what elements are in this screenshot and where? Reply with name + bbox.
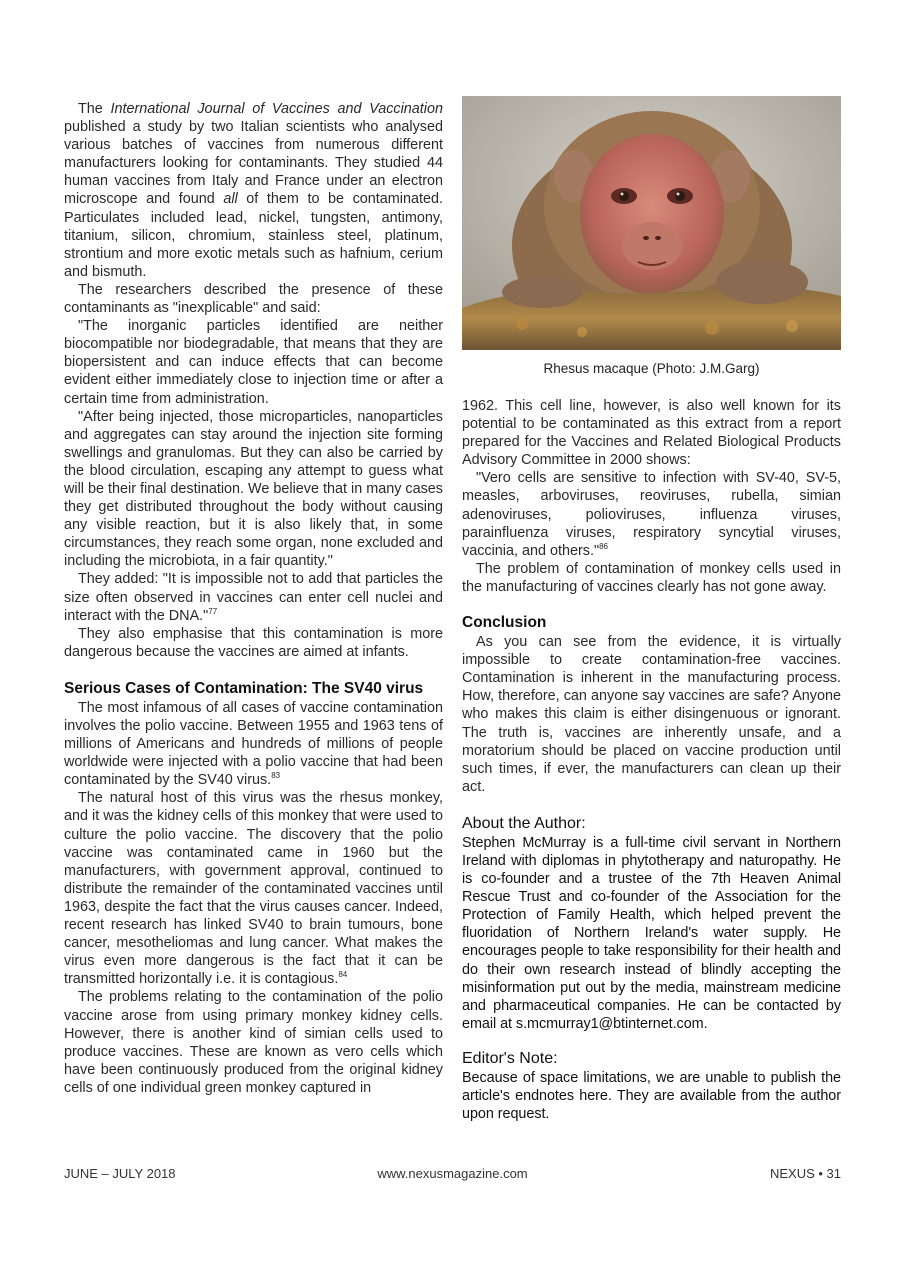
- photo-caption: Rhesus macaque (Photo: J.M.Garg): [543, 361, 760, 376]
- footnote-ref-83: 83: [271, 771, 281, 781]
- text-run: published a study by two Italian scientists who analysed various batches of vaccines from numerous different manufacturers looking for contaminants. They studied 44 human vaccines from Italy and France under an electron microscope and found: [64, 119, 443, 208]
- quote-inorganic-particles: "The inorganic particles identified are neither biocompatible nor biodegradable, that means that they are biopersistent and can induce effects that can become evident either immediately close to injection time or after a certain time from administration.: [64, 318, 443, 407]
- footnote-ref-84: 84: [338, 970, 348, 980]
- quote-microparticles: "After being injected, those microparticles, nanoparticles and aggregates can stay around the injection site forming swellings and granulomas. But they can also be carried by the blood circulation, escaping any attempt to guess what will be their final destination. We believe that in many cases they get distributed throughout the body without causing any visible reaction, but it is also likely that, in some circumstances, they reach some organ, none excluded and including the microbiota, in a fair quantity.": [64, 408, 443, 570]
- paragraph-researchers: The researchers described the presence of these contaminants as "inexplicable" and said:: [64, 281, 443, 317]
- author-bio: Stephen McMurray is a full-time civil servant in Northern Ireland with diplomas in phytotherapy and naturopathy. He is co-founder and a trustee of the 7th Heaven Animal Rescue Trust and co-founder of the Association for the Protection of Family Health, which helped prevent the fluoridation of Northern Ireland's water supply. He encourages people to take responsibility for their health and do their own research instead of blindly accepting the misinformation put out by the media, mainstream medicine and pharmaceutical companies. He can be contacted by email at s.mcmurray1@btinternet.com.: [462, 834, 841, 1032]
- right-column: [462, 96, 841, 1123]
- quote-vero-cells: [462, 469, 841, 559]
- editors-note-text: Because of space limitations, we are unable to publish the article's endnotes here. They are available from the author upon request.: [462, 1069, 841, 1123]
- paragraph-journal-study: [64, 100, 443, 281]
- monkey-illustration: [462, 96, 841, 350]
- text-run: They added: "It is impossible not to add that particles the size often observed in vaccines can enter cell nuclei and interact with the DNA.": [64, 571, 443, 624]
- heading-editors-note: Editor's Note:: [462, 1049, 558, 1067]
- paragraph-they-added: [64, 570, 443, 624]
- heading-conclusion: Conclusion: [462, 614, 547, 632]
- text-run: The most infamous of all cases of vaccine contamination involves the polio vaccine. Between 1955 and 1963 tens of millions of Americans and hundreds of millions of people worldwide were injected with a polio vaccine that had been contaminated by the SV40 virus.: [64, 699, 443, 789]
- journal-name: International Journal of Vaccines and Vaccination: [110, 101, 443, 117]
- footer-issue-date: JUNE – JULY 2018: [64, 1166, 176, 1181]
- footnote-ref-86: 86: [599, 541, 609, 551]
- text-run: "Vero cells are sensitive to infection with SV-40, SV-5, measles, arboviruses, reoviruses, rubella, simian adenoviruses, polioviruses, influenza viruses, parainfluenza viruses, respiratory syncytial viruses, vaccinia, and others.": [462, 470, 841, 559]
- footer-website: www.nexusmagazine.com: [377, 1166, 528, 1181]
- paragraph-monkey-cells: The problem of contamination of monkey cells used in the manufacturing of vaccines clearly has not gone away.: [462, 560, 841, 595]
- footer-page-number: NEXUS • 31: [769, 1166, 841, 1181]
- text-run: The natural host of this virus was the rhesus monkey, and it was the kidney cells of this monkey that were used to culture the polio vaccine. The discovery that the polio vaccine was contaminated came in 1960 but the manufacturers, with government approval, continued to distribute the remainder of the contaminated vaccines until 1963, despite the fact that the virus causes cancer. Indeed, recent research has linked SV40 to brain tumours, bone cancer, mesotheliomas and lung cancer. What makes the virus even more dangerous is the fact that it can be transmitted horizontally i.e. it is contagious.: [64, 790, 443, 988]
- rhesus-macaque-photo: [462, 96, 841, 350]
- text-run: of them to be contaminated. Particulates included lead, nickel, tungsten, antimony, titanium, silicon, chromium, stainless steel, platinum, strontium and more exotic metals such as hafnium, cerium and bismuth.: [64, 191, 443, 280]
- text-run: The: [78, 101, 111, 117]
- heading-about-author: About the Author:: [462, 814, 586, 832]
- paragraph-conclusion: As you can see from the evidence, it is virtually impossible to create contamination-free vaccines. Contamination is inherent in the manufacturing process. How, therefore, can anyone say vaccines are safe? Anyone who makes this claim is either disingenuous or ignorant. The truth is, vaccines are inherently unsafe, and a moratorium should be placed on vaccine production until such times, if ever, the manufacturers can clean up their act.: [462, 634, 841, 795]
- paragraph-1962: 1962. This cell line, however, is also well known for its potential to be contaminated as this extract from a report prepared for the Vaccines and Related Biological Products Advisory Committee in 2000 shows:: [462, 398, 841, 469]
- paragraph-polio-vaccine: [64, 699, 443, 789]
- paragraph-vero-cells: The problems relating to the contamination of the polio vaccine arose from using primary monkey kidney cells. However, there is another kind of simian cells used to produce vaccines. These are known as vero cells which have been continuously produced from the original kidney cells of one individual green monkey captured in: [64, 989, 443, 1096]
- paragraph-rhesus-host: [64, 789, 443, 988]
- footnote-ref-77: 77: [208, 606, 218, 616]
- emphasis-all: all: [223, 191, 238, 208]
- paragraph-infants: They also emphasise that this contamination is more dangerous because the vaccines are aimed at infants.: [64, 625, 443, 660]
- left-column: [64, 100, 443, 1097]
- heading-sv40: Serious Cases of Contamination: The SV40 virus: [64, 679, 424, 697]
